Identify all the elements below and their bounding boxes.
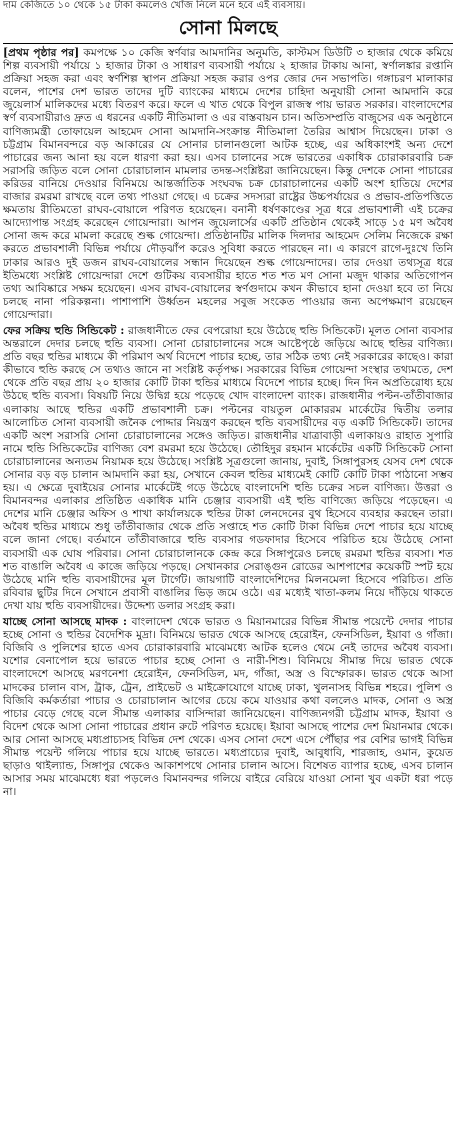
continuation-marker: [প্রথম পৃষ্ঠার পর]	[3, 46, 80, 59]
paragraph-text: বাংলাদেশ থেকে ভারত ও মিয়ানমারের বিভিন্ন সীমান্ত পয়েন্টে দেদার পাচার হচ্ছে সোনা ও হুন্ডির বৈদেশিক মুদ্রা। বিনিময়ে ভারত থেকে আসছে হেরোইন, ফেনসিডিল, ইয়াবা ও গাঁজা। বিজিবি ও পুলিশের হাতে এসব চোরাকারবারি মাঝেমধ্যে আটক হলেও থেমে নেই তাদের অবৈধ ব্যবসা। যশোর বেনাপোল হয়ে ভারতে পাচার হচ্ছে সোনা ও নারী-শিশু। বিনিময়ে সীমান্ত দিয়ে ভারত থেকে বাংলাদেশে আসছে মরণনেশা হেরোইন, ফেনসিডিল, মদ, গাঁজা, অস্ত্র ও বিস্ফোরক। ভারত থেকে আসা মাদকের চালান বাস, ট্রাক, ট্রেন, প্রাইভেট ও মাইক্রোযোগে যাচ্ছে ঢাকা, খুলনাসহ বিভিন্ন শহরে। পুলিশ ও বিজিবি কর্মকর্তারা পাচার ও চোরাচালান আগের চেয়ে কমে যাওয়ার কথা বললেও মাদক, সোনা ও অস্ত্র পাচার বেড়ে গেছে বলে সীমান্ত এলাকার বাসিন্দারা জানিয়েছেন। বাণিজ্যনগরী চট্টগ্রাম মাদক, ইয়াবা ও বিদেশ থেকে আসা সোনা পাচারের প্রধান রুটে পরিণত হয়েছে। ইয়াবা আসছে পাশের দেশ মিয়ানমার থেকে। আর সোনা আসছে মধ্যপ্রাচ্যসহ বিভিন্ন দেশ থেকে। এসব সোনা দেশে এসে পৌঁছার পর বেশির ভাগই বিভিন্ন সীমান্ত পয়েন্ট গলিয়ে পাচার হয়ে যাচ্ছে ভারতে। মধ্যপ্রাচ্যের দুবাই, আবুধাবি, শারজাহ, ওমান, কুয়েত ছাড়াও থাইল্যান্ড, সিঙ্গাপুর থেকেও আকাশপথে সোনার চালান আসে। বিশেষত ব্যাপার হচ্ছে, এসব চালান আসার সময় মাঝেমধ্যে ধরা পড়লেও বিমানবন্দর গলিয়ে বাইরে বেরিয়ে যাওয়া সোনা খুব একটা ধরা পড়ে না।	[3, 615, 453, 799]
article-paragraph-hundi	[3, 324, 453, 612]
paragraph-text: রাজধানীতে ফের বেপরোয়া হয়ে উঠেছে হুন্ডি সিন্ডিকেট। মূলত সোনা ব্যবসার অন্তরালে দেদার চলছে হুন্ডি ব্যবসা। সোনা চোরাচালানের সঙ্গে আষ্টেপৃষ্ঠে জড়িয়ে আছে হুন্ডির বাণিজ্য। প্রতি বছর হুন্ডির মাধ্যমে কী পরিমাণ অর্থ বিদেশে পাচার হচ্ছে, তার সঠিক তথ্য নেই সরকারের কাছেও। কারা কীভাবে হুন্ডি করছে সে তথ্যও জানে না সংশ্লিষ্ট কর্তৃপক্ষ। সরকারের বিভিন্ন গোয়েন্দা সংস্থার তথ্যমতে, দেশ থেকে প্রতি বছর প্রায় ২০ হাজার কোটি টাকা হুন্ডির মাধ্যমে বিদেশে পাচার হচ্ছে। দিন দিন অপ্রতিরোধ্য হয়ে উঠছে হুন্ডি ব্যবসা। বিষয়টি নিয়ে উদ্বিগ্ন হয়ে পড়েছে খোদ বাংলাদেশ ব্যাংক। রাজধানীর পল্টন-তাঁতীবাজার এলাকায় আছে হুন্ডির একটি প্রভাবশালী চক্র। পল্টনের বায়তুল মোকাররম মার্কেটের দ্বিতীয় তলার আলোচিত সোনা ব্যবসায়ী জনৈক পোদ্দার নিয়ন্ত্রণ করছেন হুন্ডি ব্যবসায়ীদের বড় একটি সিন্ডিকেট। তাদের একটি অংশ সরাসরি সোনা চোরাচালানের সঙ্গেও জড়িত। রাজধানীর যাত্রাবাড়ী এলাকায়ও রাহাত সুপারি নামে হুন্ডি সিন্ডিকেটের বাণিজ্য বেশ রমরমা হয়ে উঠেছে। তৌহিদুর রহমান মার্কেটের একটি সিন্ডিকেট সোনা চোরাচালানের অন্যতম নিয়ামক হয়ে উঠেছে। সংশ্লিষ্ট সূত্রগুলো জানায়, দুবাই, সিঙ্গাপুরসহ যেসব দেশ থেকে সোনার বড় বড় চালান আমদানি করা হয়, সেখানে কেবল হুন্ডির মাধ্যমেই কোটি কোটি টাকা পাঠানো সম্ভব হয়। এ ক্ষেত্রে দুবাইয়ের সোনার মার্কেটেই গড়ে উঠেছে বাংলাদেশি হুন্ডি চক্রের সচল বাণিজ্য। উত্তরা ও বিমানবন্দর এলাকার প্রতিষ্ঠিত একাধিক মানি চেঞ্জার ব্যবসায়ী এই হুন্ডি বাণিজ্যে জড়িয়ে পড়েছেন। এ দেশের মানি চেঞ্জার অফিস ও শাখা কার্যালয়কে হুন্ডির টাকা লেনদেনের বুথ হিসেবে ব্যবহার করছেন তারা। অবৈধ হুন্ডির মাধ্যমে শুধু তাঁতীবাজার থেকে প্রতি সপ্তাহে শত কোটি টাকা বিভিন্ন দেশে পাচার হয়ে যাচ্ছে বলে জানা গেছে। বর্তমানে তাঁতীবাজারে হুন্ডি ব্যবসার গডফাদার হিসেবে পরিচিত হয়ে উঠেছে সোনা ব্যবসায়ী এক ঘোষ পরিবার। সোনা চোরাচালানকে কেন্দ্র করে সিঙ্গাপুরেও চলছে রমরমা হুন্ডির ব্যবসা। শত শত বাঙালি অবৈধ এ কাজে জড়িয়ে পড়ছে। সেখানকার সেরাঙ্গুন রোডের আশপাশের কয়েকটি স্পট হয়ে উঠেছে মানি হুন্ডি ব্যবসায়ীদের মূল টার্গেট। জায়গাটি বাংলাদেশিদের মিলনমেলা হিসেবে পরিচিত। প্রতি রবিবার ছুটির দিনে সেখানে প্রবাসী বাঙালির ভিড় জমে ওঠে। এর মধ্যেই খাতা-কলম নিয়ে দাঁড়িয়ে থাকতে দেখা যায় হুন্ডি ব্যবসায়ীদের। উদ্দেশ্য ডলার সংগ্রহ করা।	[3, 323, 454, 612]
article-headline: সোনা মিলছে	[178, 17, 278, 39]
subheading-hundi: ফের সক্রিয় হুন্ডি সিন্ডিকেট :	[3, 323, 125, 337]
article-paragraph-continuation	[3, 46, 453, 321]
paragraph-text: কমপক্ষে ১০ কেজি স্বর্ণবার আমদানির অনুমতি, কাস্টমস ডিউটি ৩ হাজার থেকে কমিয়ে শিল্প ব্যবসায়ী পর্যায়ে ১ হাজার টাকা ও সাধারণ ব্যবসায়ী পর্যায়ে ২ হাজার টাকায় আনা, স্বর্ণালঙ্কার রপ্তানি প্রক্রিয়া সহজ করা এবং স্বর্ণশিল্প স্থাপন প্রক্রিয়া সহজ করার ওপর জোর দেন সভাপতি। গঙ্গাচরণ মালাকার বলেন, পাশের দেশ ভারত তাদের দুটি ব্যাংকের মাধ্যমে দেশের চাহিদা অনুযায়ী সোনা আমদানি করে জুয়েলার্স মালিকদের মধ্যে বিতরণ করে। ফলে এ খাত থেকে বিপুল রাজস্ব পায় ভারত সরকার। বাংলাদেশের স্বর্ণ ব্যবসায়ীরাও দ্রুত এ ধরনের একটি নীতিমালা ও এর বাস্তবায়ন চান। অতিসম্প্রতি বাজুসের এক অনুষ্ঠানে বাণিজ্যমন্ত্রী তোফায়েল আহমেদ সোনা আমদানি-সংক্রান্ত নীতিমালা তৈরির আশ্বাস দিয়েছেন। ঢাকা ও চট্টগ্রাম বিমানবন্দরে বড় আকারের যে সোনার চালানগুলো আটক হচ্ছে, এর অধিকাংশই অন্য দেশে পাচারের জন্য আনা হয় বলে ধারণা করা হয়। এসব চালানের সঙ্গে ভারতের একাধিক চোরাকারবারি চক্র সরাসরি জড়িত বলে সোনা চোরাচালান মামলার তদন্ত-সংশ্লিষ্টরা জানিয়েছেন। কিন্তু দেশকে সোনা পাচারের করিডর বানিয়ে দেওয়ার বিনিময়ে আন্তর্জাতিক সংঘবদ্ধ চক্র চোরাচালানের একটি অংশ হাতিয়ে দেশের বাজার রমরমা রাখছে বলে তথ্য পাওয়া গেছে। এ চক্রের সদস্যরা রাষ্ট্রের উচ্চপর্যায়ের ও প্রভাব-প্রতিপত্তিতে ক্ষমতায় রীতিমতো রাঘব-বোয়ালে পরিণত হয়েছেন। বনানী ধর্ষণকাণ্ডের সূত্র ধরে প্রভাবশালী এই চক্রের আদ্যোপান্ত সংগ্রহ করেছেন গোয়েন্দারা। আপন জুয়েলার্সের একটি প্রতিষ্ঠান থেকেই সাড়ে ১৫ মণ অবৈধ সোনা জব্দ করে মামলা করেছে শুল্ক গোয়েন্দা। প্রতিষ্ঠানটির মালিক দিলদার আহমেদ সেলিম নিজেকে রক্ষা করতে প্রভাবশালী বিভিন্ন পর্যায়ে দৌড়ঝাঁপ করেও সুবিধা করতে পারছেন না। এ কারণে রাগে-দুঃখে তিনি ঢাকার আরও দুই ডজন রাঘব-বোয়ালের সন্ধান দিয়েছেন শুল্ক গোয়েন্দাদের। তার দেওয়া তথ্যসূত্র ধরে ইতিমধ্যে সংশ্লিষ্ট গোয়েন্দারা দেশে গুটিকয় ব্যবসায়ীর হাতে শত শত মণ সোনা মজুদ থাকার অতিগোপন তথ্য আবিষ্কারে সক্ষম হয়েছেন। এসব রাঘব-বোয়ালের স্বর্ণগুদামে কখন কীভাবে হানা দেওয়া হবে তা নিয়ে চলছে নানা পরিকল্পনা। পাশাপাশি উর্ধ্বতন মহলের সবুজ সংকেত পাওয়ার জন্য অপেক্ষমাণ রয়েছেন গোয়েন্দারা।	[3, 46, 454, 321]
subheading-drugs: যাচ্ছে সোনা আসছে মাদক :	[3, 615, 127, 629]
article-body	[3, 46, 453, 798]
previous-article-tail: দাম কেজিতে ১০ থেকে ১৫ টাকা কমলেও খোঁজ নিলে মনে হবে এই ব্যবসায়।	[3, 0, 306, 11]
article-paragraph-drugs	[3, 615, 453, 798]
headline-rule	[3, 43, 453, 44]
